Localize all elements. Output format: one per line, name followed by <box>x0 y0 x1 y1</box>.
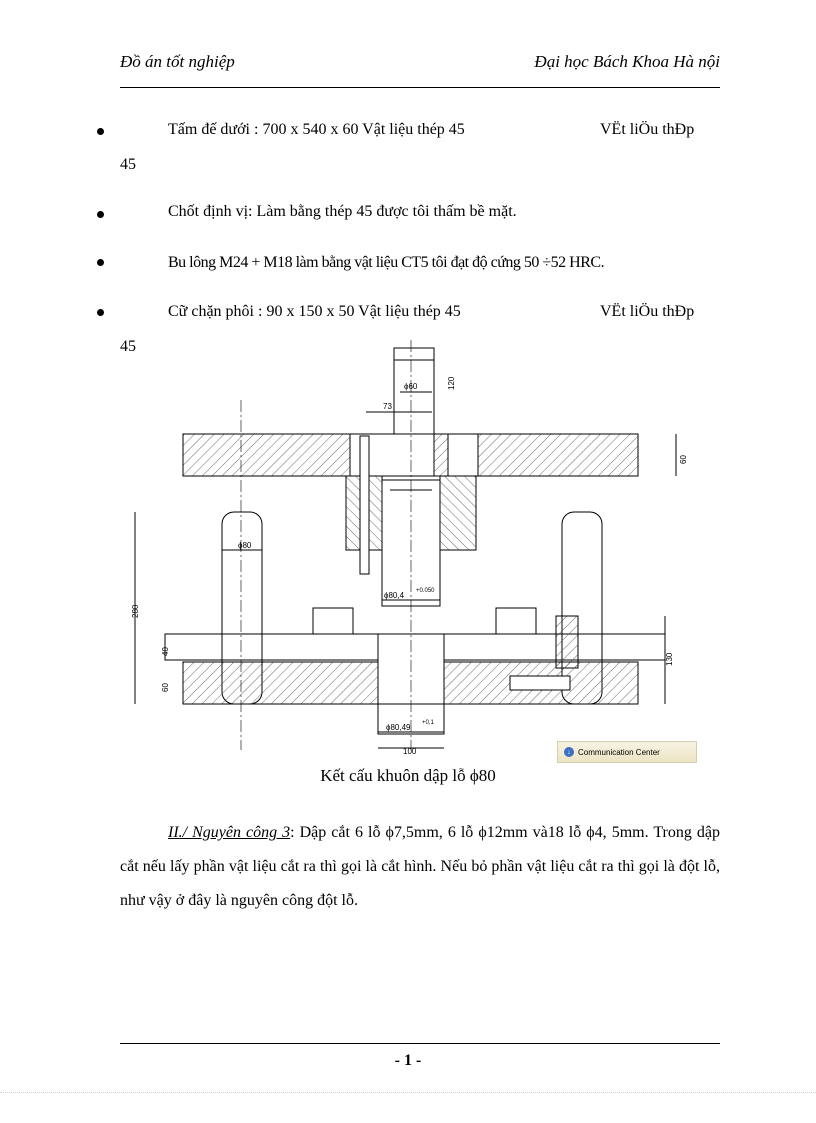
dim-d60: ϕ60 <box>404 382 418 391</box>
dim-100: 100 <box>403 747 417 756</box>
header-left: Đồ án tốt nghiệp <box>120 52 235 71</box>
page-number: - 1 - <box>394 1052 422 1069</box>
section-body: : Dập cắt 6 lỗ ϕ7,5mm, 6 lỗ ϕ12mm và18 lỗ ϕ4, 5mm. Trong dập cắt nếu lấy phần vật liệu cắt ra thì gọi là cắt hình. Nếu bỏ phần vật liệu cắt ra thì gọi là đột lỗ, như vậy ở đây là nguyên công đột lỗ. <box>120 824 720 909</box>
bullet-tail: VËt liÖu thÐp <box>600 303 695 320</box>
dim-73: 73 <box>383 402 392 411</box>
dim-120: 120 <box>447 376 456 390</box>
bullet-dot <box>97 211 104 218</box>
dim-130: 130 <box>665 652 674 666</box>
footer-rule <box>120 1043 720 1044</box>
dim-d80-49-tol: +0,1 <box>422 720 434 726</box>
bullet-dot <box>97 259 104 266</box>
page-bottom-border <box>0 1092 816 1093</box>
bullet-dot <box>97 309 104 316</box>
bullet-text: Cữ chặn phôi : 90 x 150 x 50 Vật liệu thép 45 <box>168 303 461 320</box>
dim-60-top: 60 <box>679 455 688 464</box>
bullet-dot <box>97 128 104 135</box>
communication-center-label: Communication Center <box>578 747 660 757</box>
bullet-tail: VËt liÖu thÐp <box>600 121 695 138</box>
figure-caption: Kết cấu khuôn dập lỗ ϕ80 <box>320 766 496 785</box>
dim-40: 40 <box>161 647 170 656</box>
communication-center-button[interactable] <box>557 741 697 763</box>
info-icon: ↓ <box>564 747 574 757</box>
dim-60-bottom: 60 <box>161 683 170 692</box>
bullet-continuation: 45 <box>120 156 136 173</box>
die-assembly-drawing <box>120 340 720 760</box>
header-rule <box>120 87 720 88</box>
dim-d80-4: ϕ80,4 <box>384 591 405 600</box>
section-heading: II./ Nguyên công 3 <box>168 824 291 841</box>
bullet-text: Chốt định vị: Làm bằng thép 45 được tôi thấm bề mặt. <box>168 203 517 220</box>
section-paragraph <box>120 816 720 918</box>
dim-d80-post: ϕ80 <box>238 541 252 550</box>
dim-d80-49: ϕ80,49 <box>386 723 411 732</box>
bullet-text: Bu lông M24 + M18 làm bằng vật liệu CT5 tôi đạt độ cứng 50 ÷52 HRC. <box>168 254 605 271</box>
dim-280: 280 <box>131 604 140 618</box>
bullet-continuation: 45 <box>120 338 136 355</box>
bullet-text: Tấm đế dưới : 700 x 540 x 60 Vật liệu thép 45 <box>168 121 465 138</box>
dim-d80-4-tol: +0.050 <box>416 588 435 594</box>
header-right: Đại học Bách Khoa Hà nội <box>534 52 720 71</box>
